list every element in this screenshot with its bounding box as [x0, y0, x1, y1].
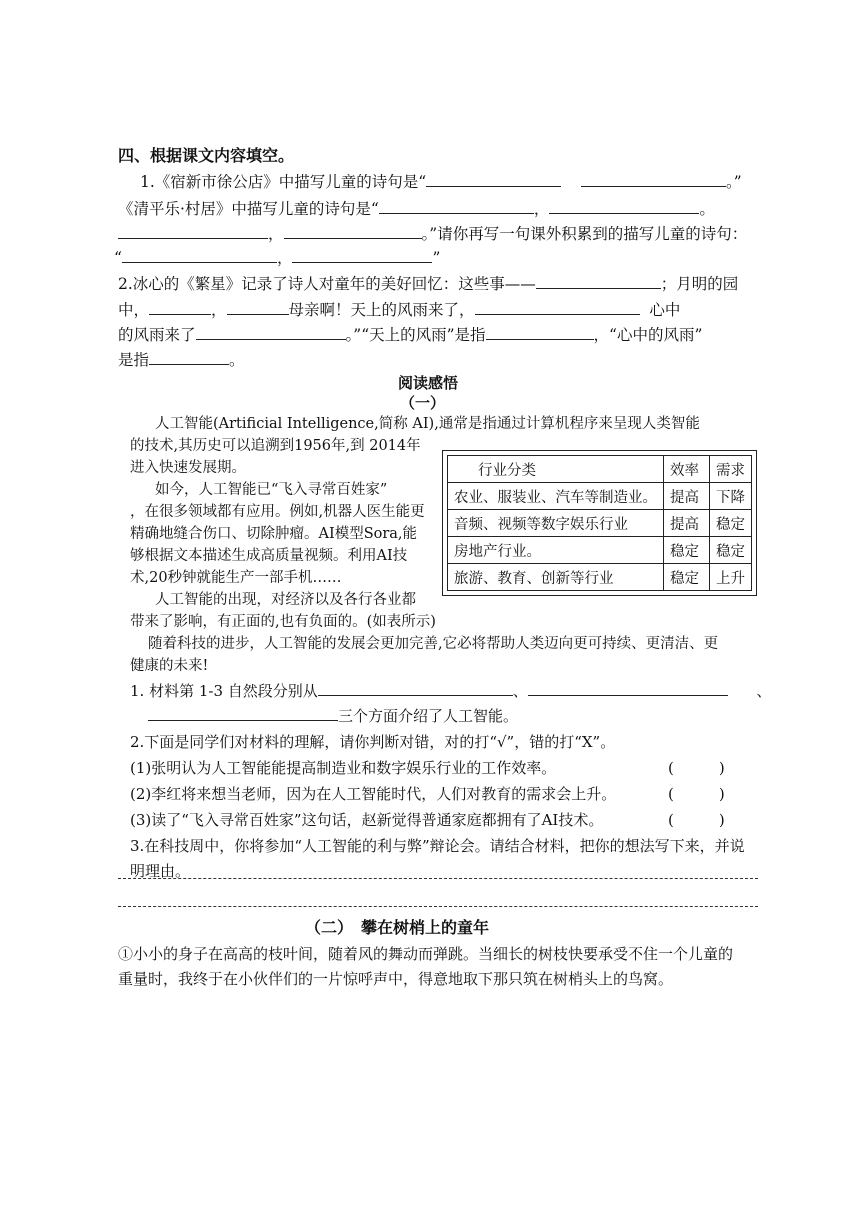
section-title: 四、根据课文内容填空。 [118, 146, 295, 165]
table-header-cell: 需求 [710, 456, 752, 483]
answer-blank[interactable] [284, 223, 422, 239]
prompt-text: 。” [725, 173, 742, 191]
prompt-text: 。 [699, 200, 715, 218]
judgment-item-1: (1)张明认为人工智能能提高制造业和数字娱乐行业的工作效率。 [130, 759, 557, 777]
answer-blank[interactable] [318, 680, 513, 696]
prompt-text: ；月明的园 [660, 275, 739, 293]
paragraph-line: 够根据文本描述生成高质量视频。利用AI技 [130, 548, 408, 564]
prompt-text: ， [533, 200, 550, 218]
answer-blank[interactable] [148, 705, 338, 721]
paragraph-line: 随着科技的进步，人工智能的发展会更加完善,它必将帮助人类迈向更可持续、更清洁、更 [148, 636, 719, 652]
judgment-answer-box[interactable]: ( ) [668, 759, 725, 777]
industry-table-frame [442, 450, 757, 596]
paragraph-line: 的技术,其历史可以追溯到1956年,到 2014年 [130, 438, 421, 454]
answer-blank[interactable] [149, 299, 211, 315]
paragraph-line: 进入快速发展期。 [130, 460, 246, 476]
paragraph-line: ①小小的身子在高高的枝叶间，随着风的舞动而弹跳。当细长的树枝快要承受不住一个儿童的 [118, 945, 734, 963]
table-cell: 稳定 [664, 537, 710, 564]
table-row [448, 564, 752, 591]
fill-q1-line3 [118, 222, 747, 244]
answer-blank[interactable] [118, 223, 268, 239]
fill-q1-line1 [140, 170, 742, 192]
paragraph-line: ，在很多领域都有应用。例如,机器人医生能更 [130, 504, 425, 520]
table-cell: 稳定 [710, 510, 752, 537]
prompt-text: ， [268, 225, 284, 243]
prompt-text: 1.《宿新市徐公店》中描写儿童的诗句是“ [140, 173, 427, 191]
reading-q3-line1: 3.在科技周中，你将参加“人工智能的利与弊”辩论会。请结合材料，把你的想法写下来，并说 [130, 837, 745, 855]
answer-blank[interactable] [581, 171, 726, 187]
part-one-label: （一） [400, 394, 446, 412]
paragraph-line: 健康的未来! [130, 658, 209, 674]
prompt-text: “ [114, 249, 122, 267]
answer-blank[interactable] [536, 273, 661, 289]
table-cell: 稳定 [664, 564, 710, 591]
answer-blank[interactable] [475, 299, 640, 315]
answer-blank[interactable] [292, 247, 432, 263]
judgment-item-3: (3)读了“飞入寻常百姓家”这句话，赵新觉得普通家庭都拥有了AI技术。 [130, 811, 604, 829]
fill-q1-line2 [118, 197, 715, 219]
answer-blank[interactable] [426, 171, 561, 187]
fill-q1-line4 [114, 246, 440, 268]
paragraph-line: 精确地缝合伤口、切除肿瘤。AI模型Sora,能 [130, 526, 418, 542]
prompt-text: 、 [512, 682, 528, 700]
prompt-text: 《清平乐·村居》中描写儿童的诗句是“ [118, 200, 379, 218]
answer-blank[interactable] [122, 247, 277, 263]
reading-q1-line2 [148, 705, 518, 726]
prompt-text: 中， [118, 301, 150, 319]
table-row [448, 510, 752, 537]
prompt-text: 的风雨来了 [118, 326, 196, 344]
fill-q2-line2 [118, 298, 680, 320]
prompt-text: ， [211, 301, 227, 319]
prompt-text: 。 [229, 351, 245, 369]
prompt-text: 。”请你再写一句课外积累到的描写儿童的诗句： [421, 225, 748, 243]
table-cell: 房地产行业。 [448, 537, 664, 564]
reading-q1-line1 [130, 680, 771, 701]
table-cell: 提高 [664, 483, 710, 510]
table-header-cell: 行业分类 [448, 456, 664, 483]
paragraph-line: 术,20秒钟就能生产一部手机…… [130, 570, 342, 586]
prompt-text: 母亲啊！天上的风雨来了， [288, 301, 475, 319]
prompt-text: 三个方面介绍了人工智能。 [338, 707, 519, 725]
paragraph-line: 如今，人工智能已“飞入寻常百姓家” [155, 482, 388, 498]
table-header-row [448, 456, 752, 483]
answer-blank[interactable] [379, 198, 534, 214]
judgment-answer-box[interactable]: ( ) [668, 785, 725, 803]
fill-q2-line3 [118, 323, 702, 345]
fill-q2-line1 [118, 272, 738, 294]
paragraph-line: 人工智能(Artificial Intelligence,简称 AI),通常是指通过计算机程序来呈现人类智能 [155, 416, 700, 432]
table-cell: 音频、视频等数字娱乐行业 [448, 510, 664, 537]
table-header-cell: 效率 [664, 456, 710, 483]
prompt-text: 心中 [649, 301, 681, 319]
answer-blank[interactable] [196, 324, 346, 340]
prompt-text: ， [276, 249, 293, 267]
prompt-text: 、 [756, 682, 772, 700]
table-row [448, 537, 752, 564]
table-cell: 提高 [664, 510, 710, 537]
answer-blank[interactable] [149, 349, 229, 365]
answer-blank[interactable] [486, 324, 594, 340]
prompt-text: 1. 材料第 1-3 自然段分别从 [130, 682, 318, 700]
answer-blank[interactable] [227, 299, 289, 315]
answer-line[interactable] [118, 906, 758, 907]
paragraph-line: 重量时，我终于在小伙伴们的一片惊呼声中，得意地取下那只筑在树梢头上的鸟窝。 [118, 970, 674, 988]
table-row [448, 483, 752, 510]
industry-table [447, 455, 752, 591]
table-cell: 旅游、教育、创新等行业 [448, 564, 664, 591]
reading-q3-line2: 明理由。 [130, 862, 191, 880]
prompt-text: ” [432, 249, 441, 267]
reading-title: 阅读感悟 [398, 374, 459, 392]
table-cell: 下降 [710, 483, 752, 510]
reading-q2-prompt: 2.下面是同学们对材料的理解，请你判断对错，对的打“√”，错的打“X”。 [130, 733, 616, 751]
table-cell: 农业、服装业、汽车等制造业。 [448, 483, 664, 510]
prompt-text: 是指 [118, 351, 150, 369]
answer-line[interactable] [118, 878, 758, 879]
judgment-answer-box[interactable]: ( ) [668, 811, 725, 829]
answer-blank[interactable] [549, 198, 699, 214]
prompt-text: ，“心中的风雨” [593, 326, 703, 344]
answer-blank[interactable] [528, 680, 728, 696]
table-cell: 稳定 [710, 537, 752, 564]
paragraph-line: 带来了影响，有正面的,也有负面的。(如表所示) [130, 614, 436, 630]
table-cell: 上升 [710, 564, 752, 591]
part-two-title: （二） 攀在树梢上的童年 [305, 918, 490, 937]
prompt-text: 2.冰心的《繁星》记录了诗人对童年的美好回忆：这些事—— [118, 275, 536, 293]
prompt-text: 。”“天上的风雨”是指 [345, 326, 486, 344]
judgment-item-2: (2)李红将来想当老师，因为在人工智能时代，人们对教育的需求会上升。 [130, 785, 617, 803]
paragraph-line: 人工智能的出现，对经济以及各行各业都 [155, 592, 416, 608]
fill-q2-line4 [118, 348, 245, 370]
